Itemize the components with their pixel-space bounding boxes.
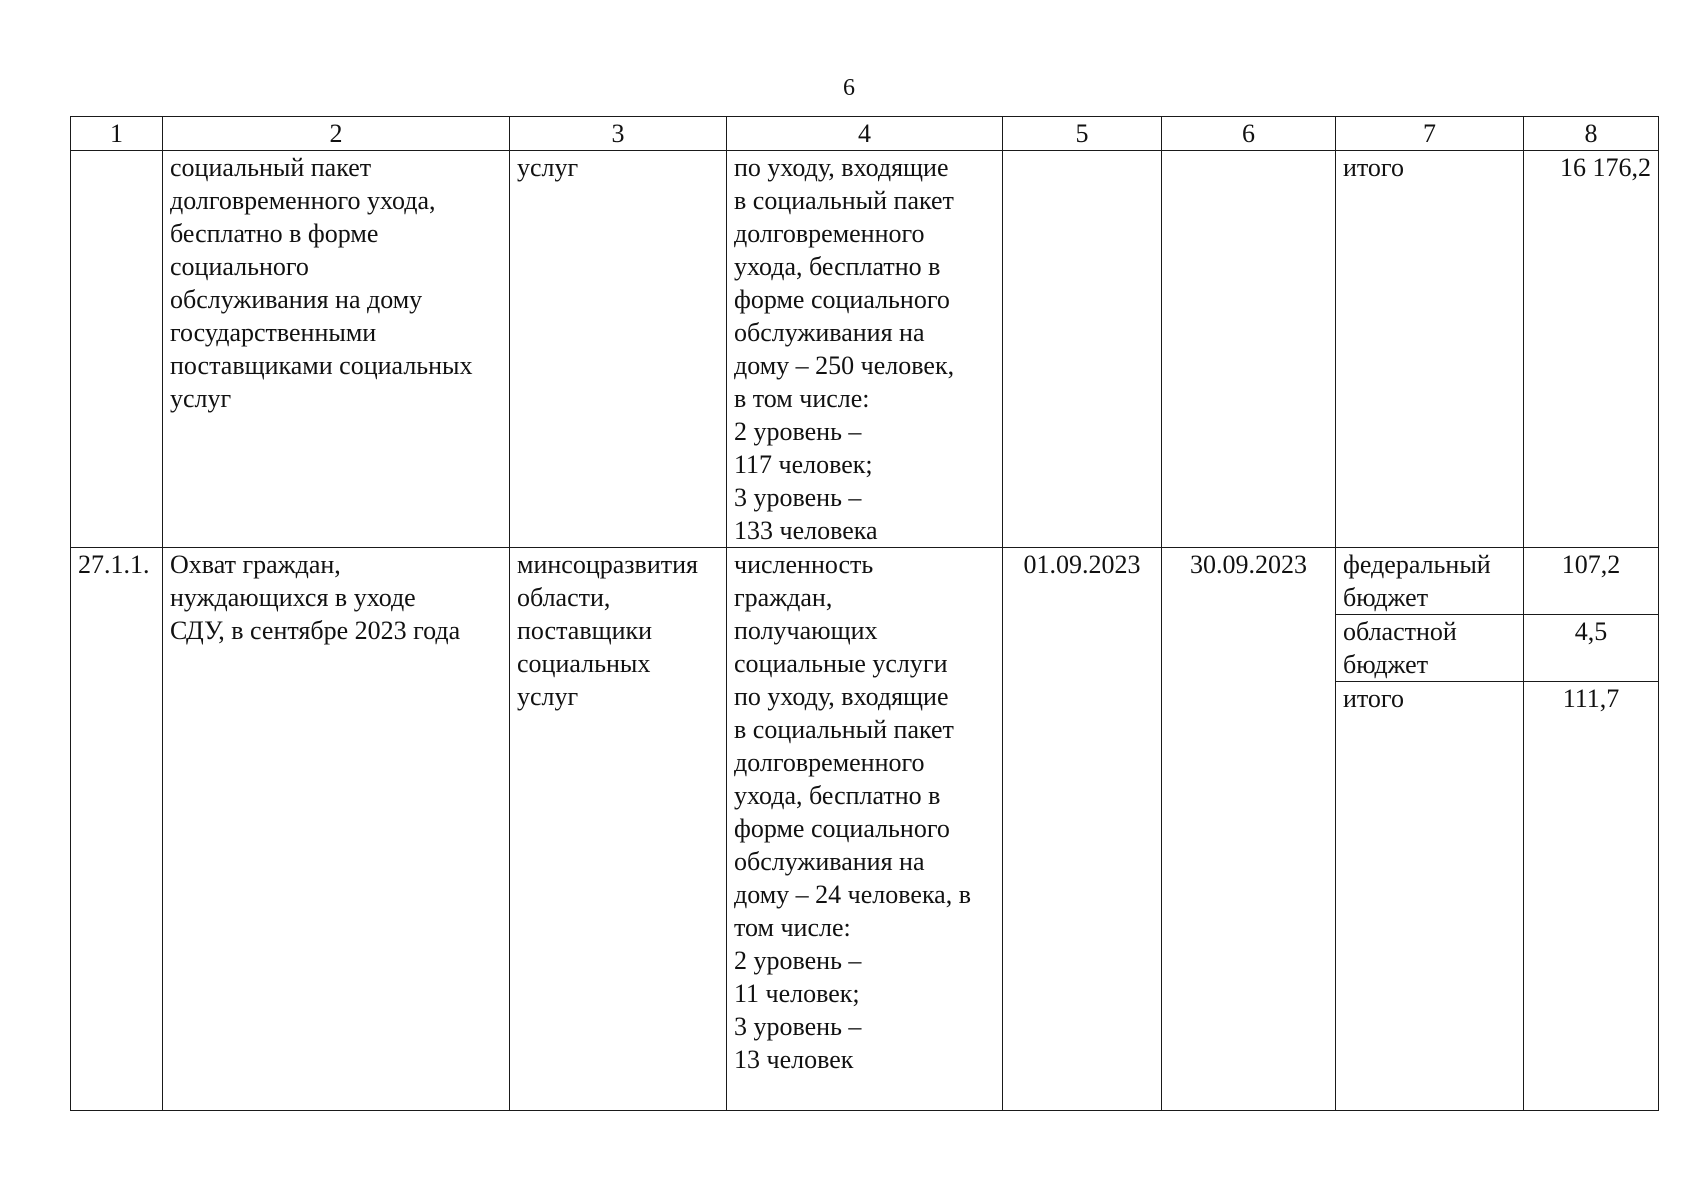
- cell-funding-amount-federal: 107,2: [1524, 548, 1659, 615]
- column-number-4: 4: [727, 117, 1003, 151]
- column-number-7: 7: [1336, 117, 1524, 151]
- cell-funding-source-federal: федеральный бюджет: [1336, 548, 1524, 615]
- cell-executor: услуг: [510, 151, 727, 548]
- plan-table: [70, 116, 1659, 1111]
- cell-funding-source: итого: [1336, 151, 1524, 548]
- cell-activity-name: Охват граждан, нуждающихся в уходе СДУ, в сентябре 2023 года: [163, 548, 510, 1111]
- cell-start-date: [1003, 151, 1162, 548]
- cell-funding-amount: 16 176,2: [1524, 151, 1659, 548]
- column-number-2: 2: [163, 117, 510, 151]
- page-number: 6: [843, 75, 855, 101]
- column-number-3: 3: [510, 117, 727, 151]
- cell-item-number: [71, 151, 163, 548]
- cell-funding-amount-regional: 4,5: [1524, 615, 1659, 682]
- cell-end-date: 30.09.2023: [1162, 548, 1336, 1111]
- cell-item-number: 27.1.1.: [71, 548, 163, 1111]
- column-number-1: 1: [71, 117, 163, 151]
- table-row-continued: [71, 151, 1659, 548]
- table-header-row: [71, 117, 1659, 151]
- cell-funding-source-total: итого: [1336, 682, 1524, 1111]
- column-number-5: 5: [1003, 117, 1162, 151]
- column-number-6: 6: [1162, 117, 1336, 151]
- table-row-27-1-1: [71, 548, 1659, 615]
- column-number-8: 8: [1524, 117, 1659, 151]
- cell-executor: минсоцразвития области, поставщики социальных услуг: [510, 548, 727, 1111]
- cell-funding-amount-total: 111,7: [1524, 682, 1659, 1111]
- cell-indicator: численность граждан, получающих социальные услуги по уходу, входящие в социальный пакет долговременного ухода, бесплатно в форме социального обслуживания на дому – 24 человека, в том числе: 2 уровень – 11 человек; 3 уровень – 13 человек: [727, 548, 1003, 1111]
- cell-funding-source-regional: областной бюджет: [1336, 615, 1524, 682]
- cell-activity-name: социальный пакет долговременного ухода, бесплатно в форме социального обслуживания на дому государственными поставщиками социальных услуг: [163, 151, 510, 548]
- cell-indicator: по уходу, входящие в социальный пакет долговременного ухода, бесплатно в форме социального обслуживания на дому – 250 человек, в том числе: 2 уровень – 117 человек; 3 уровень – 133 человека: [727, 151, 1003, 548]
- cell-end-date: [1162, 151, 1336, 548]
- cell-start-date: 01.09.2023: [1003, 548, 1162, 1111]
